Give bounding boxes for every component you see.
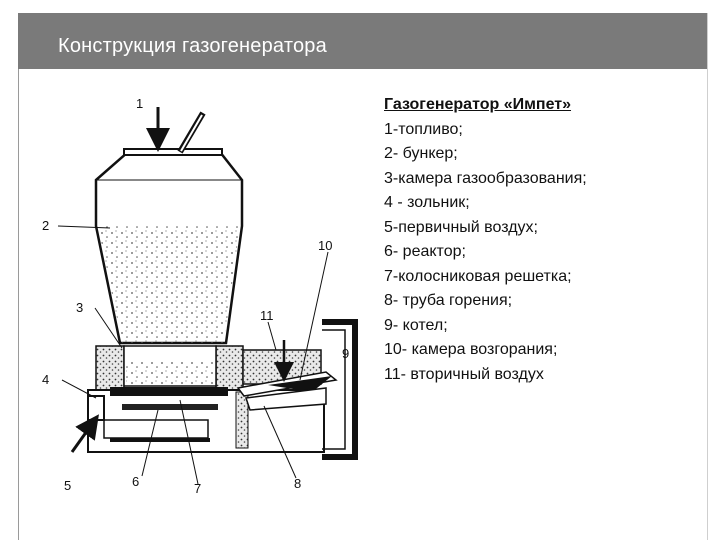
boiler: [322, 322, 355, 457]
label-4: 4: [42, 372, 50, 387]
legend-item-10: 10- камера возгорания;: [384, 341, 558, 358]
bunker: [96, 152, 242, 343]
legend-item-7: 7-колосниковая решетка;: [384, 267, 572, 285]
label-3: 3: [76, 300, 84, 315]
legend-item-2: 2- бункер;: [384, 145, 458, 162]
label-2: 2: [42, 218, 50, 233]
legend-item-6: 6- реактор;: [384, 243, 466, 260]
label-9: 9: [342, 346, 350, 361]
fuel-tube: [180, 113, 203, 152]
label-1: 1: [136, 96, 144, 111]
label-5: 5: [64, 478, 72, 493]
label-7: 7: [194, 481, 202, 496]
label-10: 10: [318, 238, 333, 253]
legend-item-4: 4 - зольник;: [384, 194, 470, 211]
label-8: 8: [294, 476, 302, 491]
legend: [384, 93, 684, 387]
legend-item-8: 8- труба горения;: [384, 292, 513, 309]
label-6: 6: [132, 474, 140, 489]
grate-lower: [122, 404, 218, 410]
legend-title: Газогенератор «Импет»: [384, 96, 572, 113]
grate: [110, 387, 228, 396]
legend-item-11: 11- вторичный воздух: [384, 365, 544, 383]
bunker-lid: [124, 149, 222, 155]
ash-pan: [104, 420, 210, 442]
legend-item-1: 1-топливо;: [384, 120, 463, 138]
reactor: [124, 346, 216, 386]
label-11: 11: [260, 308, 274, 323]
legend-item-9: 9- котел;: [384, 316, 448, 334]
legend-item-3: 3-камера газообразования;: [384, 169, 587, 187]
legend-item-5: 5-первичный воздух;: [384, 218, 538, 236]
slide-title: Конструкция газогенератора: [58, 35, 327, 57]
